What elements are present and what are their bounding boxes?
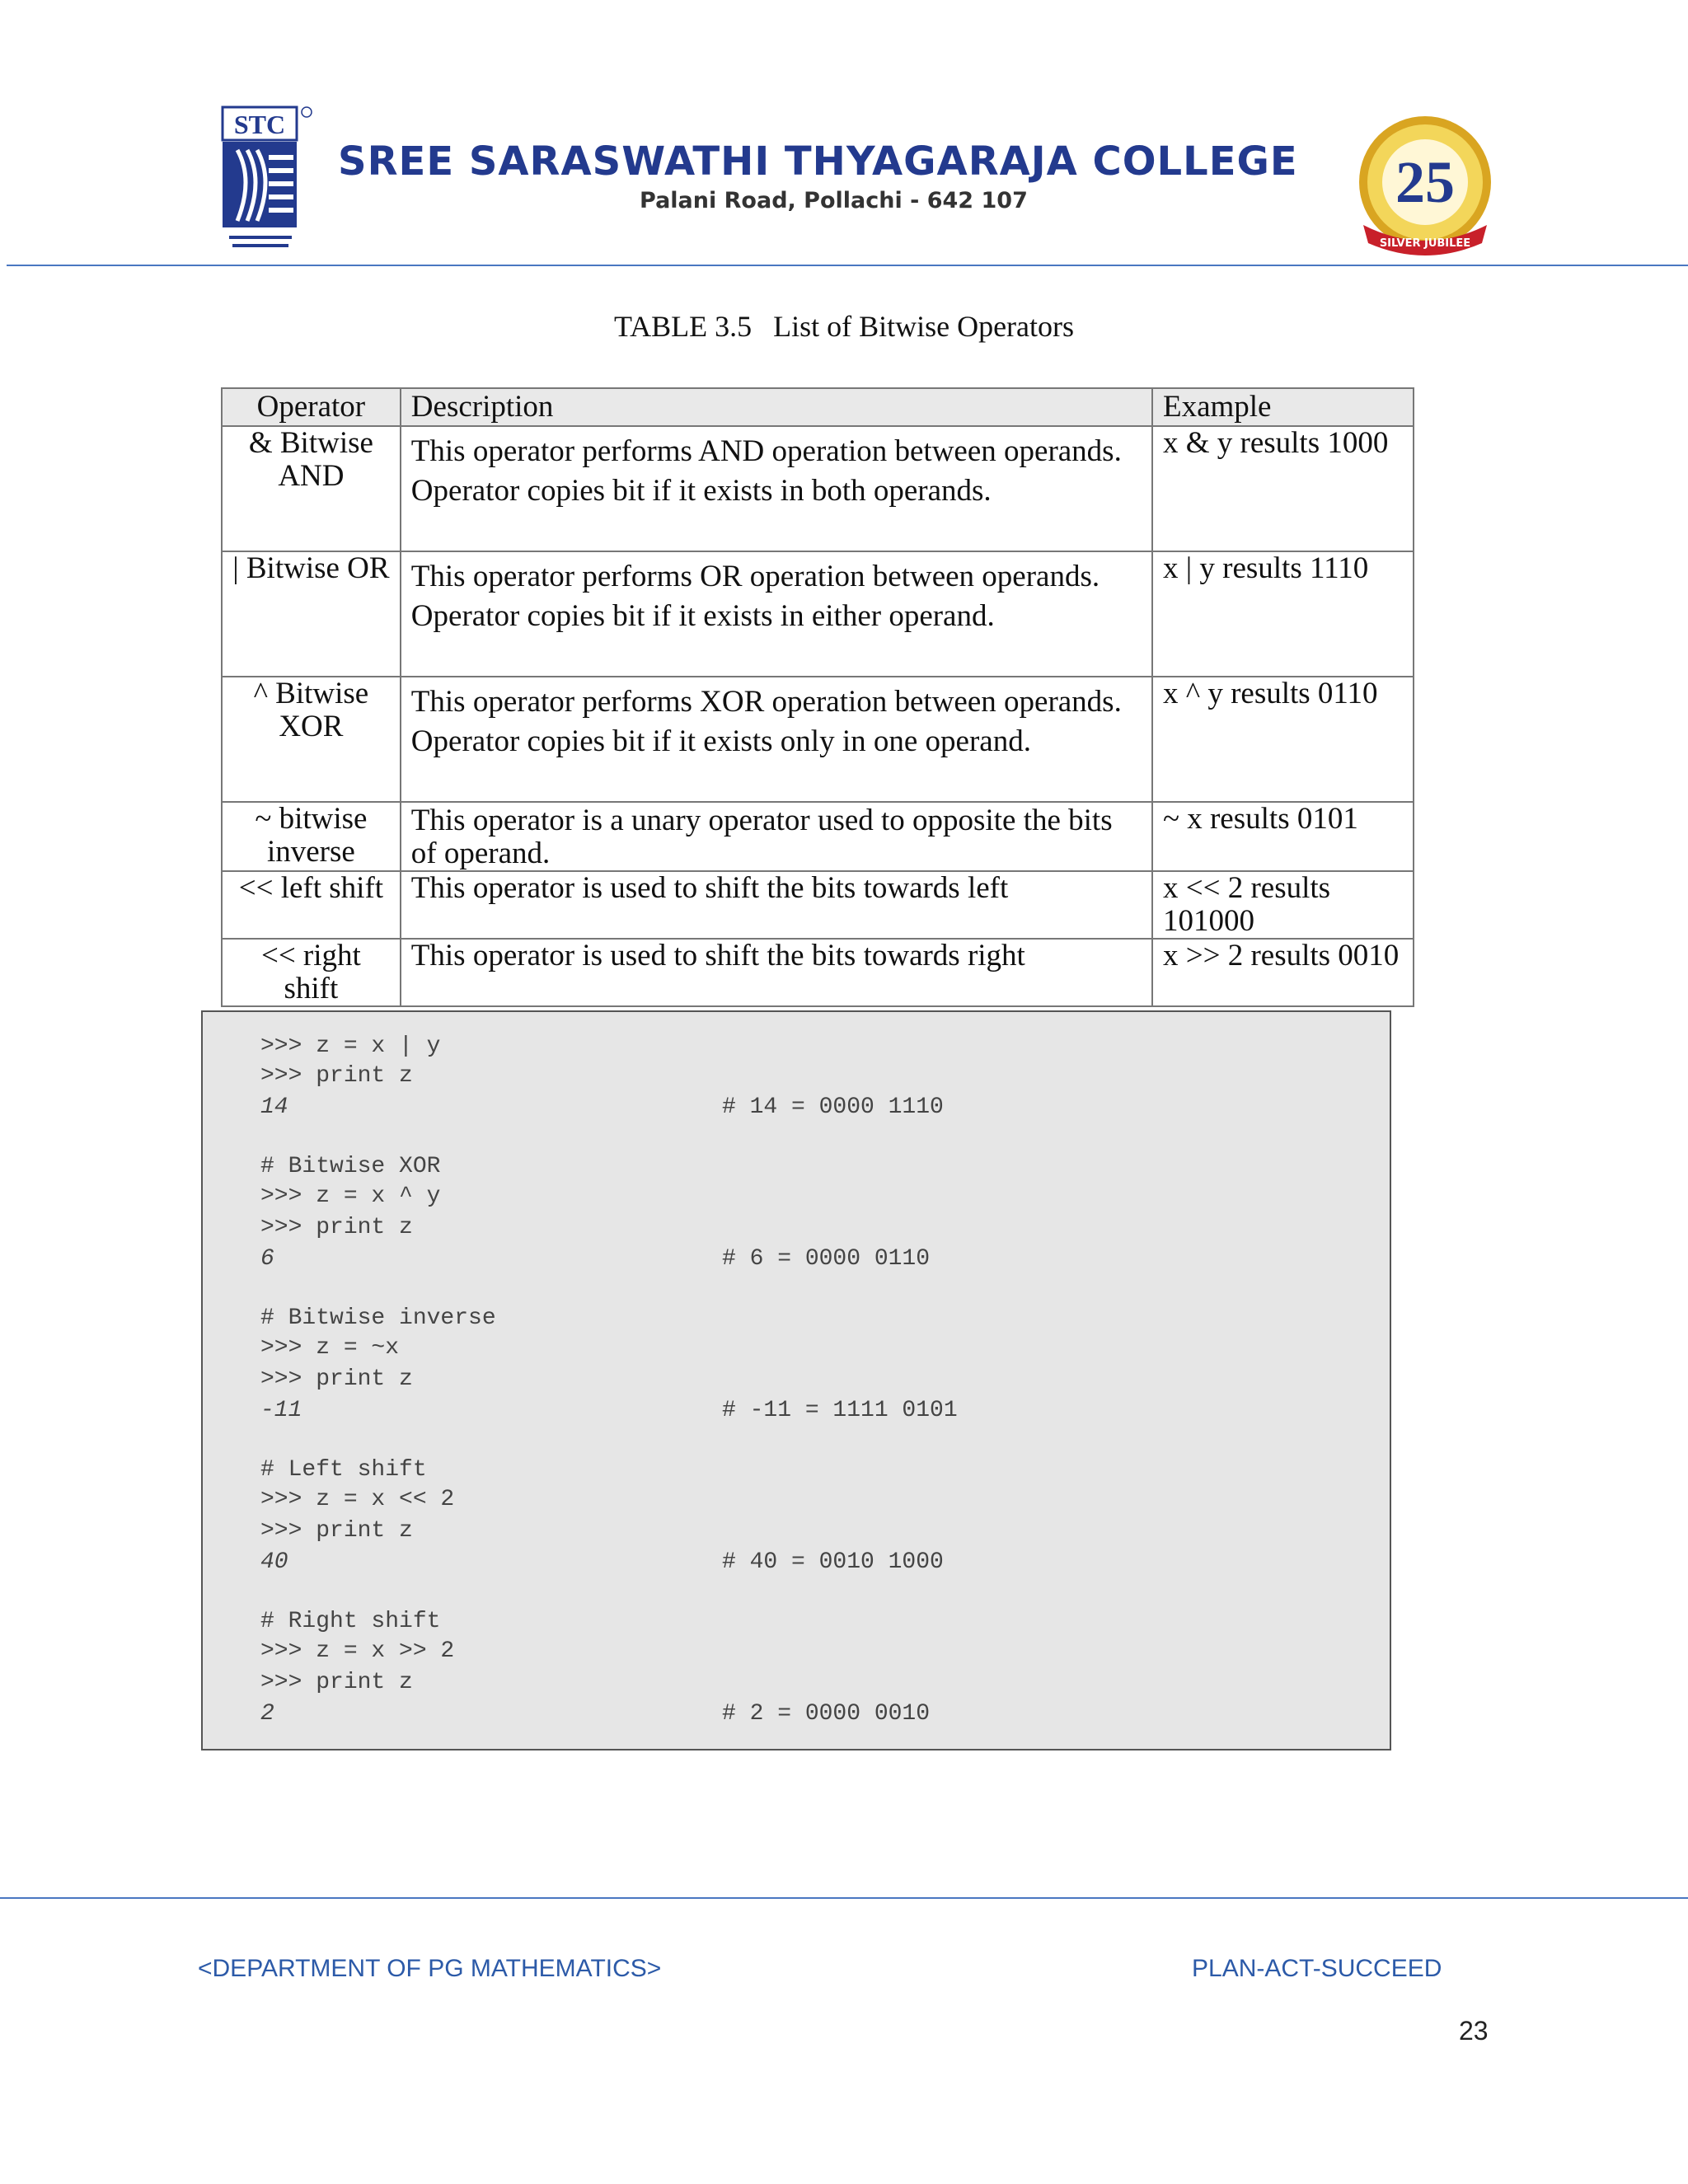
table-caption (0, 309, 1688, 344)
description-cell: This operator is used to shift the bits towards left (401, 871, 1152, 939)
header-divider (7, 265, 1688, 266)
description-cell: This operator performs AND operation between operands. Operator copies bit if it exists in both operands. (401, 426, 1152, 551)
code-line: >>> print z (260, 1215, 413, 1240)
code-line: >>> print z (260, 1063, 413, 1089)
footer-department: <DEPARTMENT OF PG MATHEMATICS> (198, 1955, 662, 1982)
college-address: Palani Road, Pollachi - 642 107 (640, 188, 1028, 213)
college-logo (221, 105, 313, 259)
code-comment: # 6 = 0000 0110 (722, 1246, 931, 1272)
code-line: >>> print z (260, 1518, 413, 1544)
description-cell: This operator is a unary operator used to opposite the bits of operand. (401, 802, 1152, 871)
table-header-description: Description (401, 388, 1152, 426)
operator-cell: | Bitwise OR (222, 551, 401, 677)
operator-cell: ~ bitwise inverse (222, 802, 401, 871)
example-cell: x << 2 results 101000 (1152, 871, 1414, 939)
silver-jubilee-emblem (1352, 111, 1498, 258)
table-row (222, 802, 1414, 871)
table-row (222, 426, 1414, 551)
code-comment: # 2 = 0000 0010 (722, 1701, 931, 1727)
table-caption-title: List of Bitwise Operators (773, 310, 1075, 343)
svg-text:STC: STC (233, 110, 286, 139)
description-cell: This operator performs XOR operation between operands. Operator copies bit if it exists only in one operand. (401, 677, 1152, 802)
table-row (222, 939, 1414, 1006)
code-line: >>> print z (260, 1366, 413, 1392)
example-cell: x ^ y results 0110 (1152, 677, 1414, 802)
operator-cell: << right shift (222, 939, 401, 1006)
table-header-example: Example (1152, 388, 1414, 426)
table-header-row (222, 388, 1414, 426)
code-output: 6 (260, 1246, 274, 1272)
operator-cell: & Bitwise AND (222, 426, 401, 551)
code-comment: # Right shift (260, 1609, 441, 1634)
page-header (0, 0, 1688, 268)
code-line: >>> z = ~x (260, 1335, 400, 1361)
table-header-operator: Operator (222, 388, 401, 426)
code-comment: # Bitwise inverse (260, 1305, 496, 1331)
example-cell: x >> 2 results 0010 (1152, 939, 1414, 1006)
table-row (222, 871, 1414, 939)
code-comment: # -11 = 1111 0101 (722, 1398, 958, 1423)
code-comment: # Left shift (260, 1457, 427, 1483)
svg-text:25: 25 (1395, 149, 1455, 215)
description-cell: This operator performs OR operation between operands. Operator copies bit if it exists in either operand. (401, 551, 1152, 677)
bitwise-operators-table (221, 387, 1414, 1007)
code-example-box (201, 1010, 1391, 1750)
table-row (222, 677, 1414, 802)
college-name: SREE SARASWATHI THYAGARAJA COLLEGE (338, 138, 1298, 185)
code-comment: # 14 = 0000 1110 (722, 1094, 944, 1120)
code-line: >>> print z (260, 1670, 413, 1695)
code-output: 2 (260, 1701, 274, 1727)
code-output: 40 (260, 1549, 288, 1575)
footer-motto: PLAN-ACT-SUCCEED (1192, 1955, 1442, 1982)
table-caption-number: TABLE 3.5 (613, 310, 753, 343)
code-line: >>> z = x ^ y (260, 1183, 441, 1209)
example-cell: x | y results 1110 (1152, 551, 1414, 677)
code-line: >>> z = x | y (260, 1033, 441, 1059)
code-output: -11 (260, 1398, 302, 1423)
description-cell: This operator is used to shift the bits towards right (401, 939, 1152, 1006)
operator-cell: << left shift (222, 871, 401, 939)
svg-text:SILVER JUBILEE: SILVER JUBILEE (1379, 237, 1471, 250)
code-comment: # 40 = 0010 1000 (722, 1549, 944, 1575)
page-number: 23 (1459, 2016, 1489, 2046)
operator-cell: ^ Bitwise XOR (222, 677, 401, 802)
footer-divider (0, 1897, 1688, 1899)
code-output: 14 (260, 1094, 288, 1120)
code-line: >>> z = x >> 2 (260, 1638, 455, 1664)
table-row (222, 551, 1414, 677)
example-cell: x & y results 1000 (1152, 426, 1414, 551)
example-cell: ~ x results 0101 (1152, 802, 1414, 871)
code-line: >>> z = x << 2 (260, 1487, 455, 1512)
code-comment: # Bitwise XOR (260, 1154, 441, 1179)
